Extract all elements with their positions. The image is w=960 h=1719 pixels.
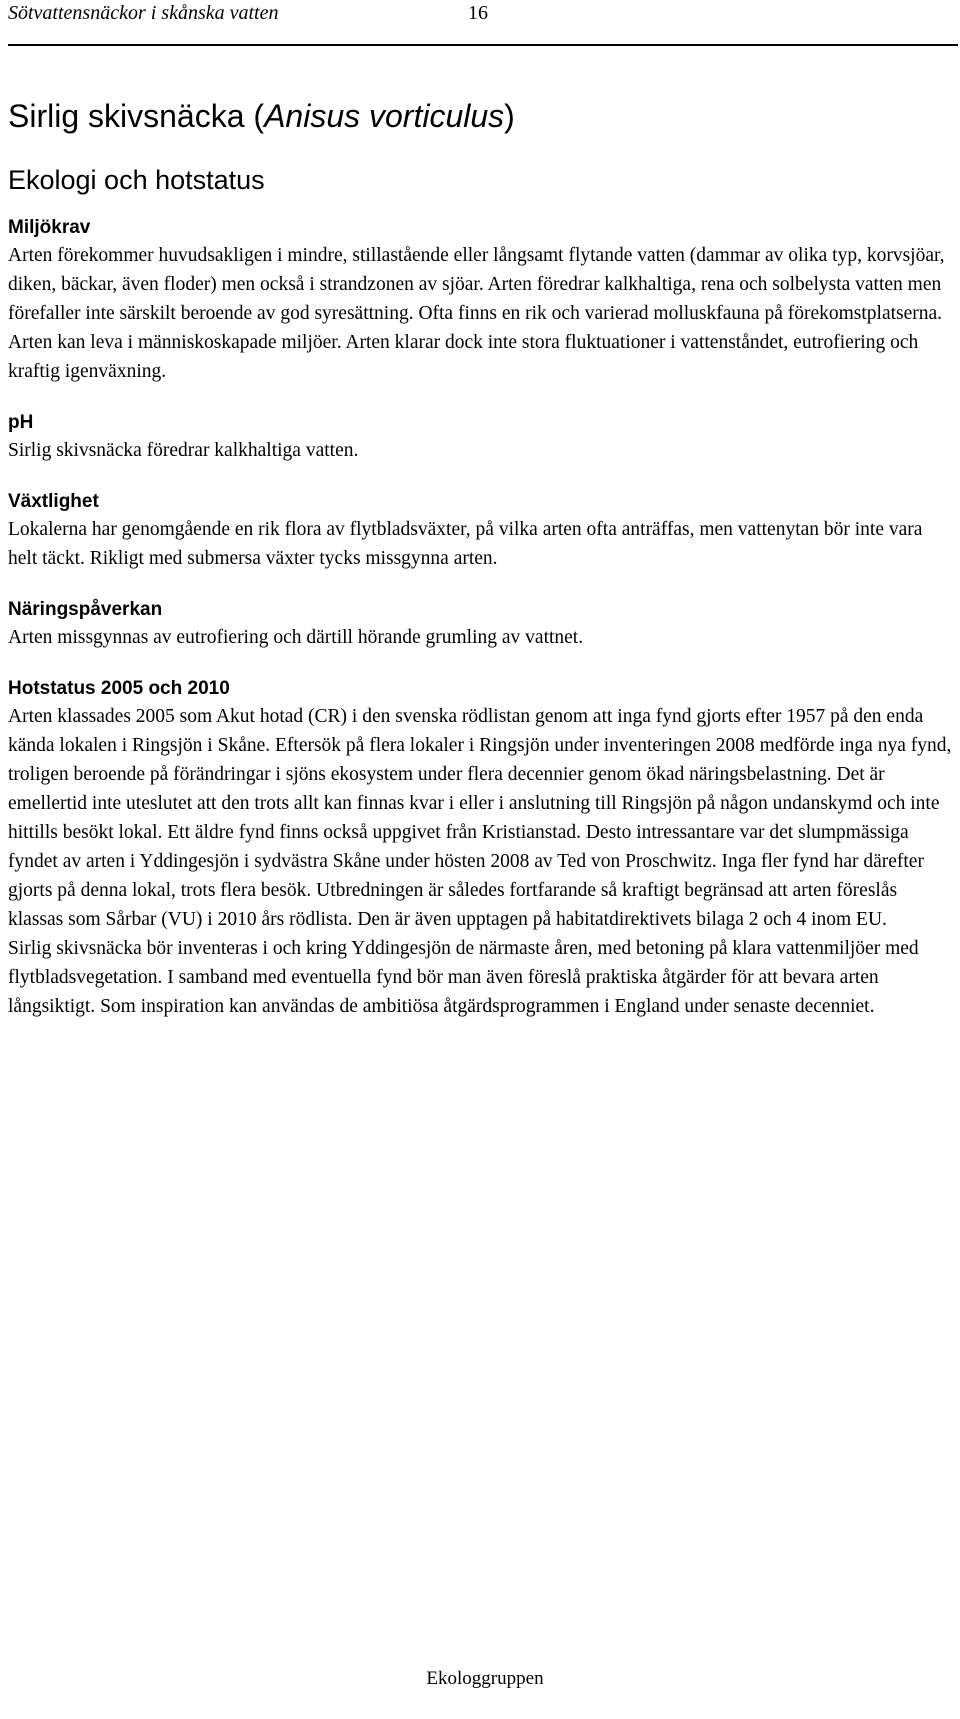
hotstatus-paragraph-2: Sirlig skivsnäcka bör inventeras i och kring Yddingesjön de närmaste åren, med betoning på klara vattenmiljöer med flytbladsvegetation. I samband med eventuella fynd bör man även föreslå praktiska åtgärder för att bevara arten långsiktigt. Som inspiration kan användas de ambitiösa åtgärdsprogrammen i England under senaste decenniet. [8,938,919,1017]
running-title: Sötvattensnäckor i skånska vatten [8,2,279,24]
section-miljokrav [8,215,953,386]
vaxtlighet-heading: Växtlighet [8,491,99,512]
ph-heading: pH [8,412,34,433]
document-title [8,96,953,136]
section-ph [8,410,953,465]
miljokrav-text: Arten förekommer huvudsakligen i mindre, stillastående eller långsamt flytande vatten (dammar av olika typ, korvsjöar, diken, bäckar, även floder) men också i strandzonen av sjöar. Arten föredrar kalkhaltiga, rena och solbelysta vatten men förefaller inte särskilt beroende av god syresättning. Ofta finns en rik och varierad molluskfauna på förekomstplatserna. Arten kan leva i människoskapade miljöer. Arten klarar dock inte stora fluktuationer i vattenståndet, eutrofiering och kraftig igenväxning. [8,245,945,382]
section-vaxtlighet [8,489,953,573]
page-header [8,2,958,46]
naringspaverkan-heading: Näringspåverkan [8,599,163,620]
vaxtlighet-text: Lokalerna har genomgående en rik flora av flytbladsväxter, på vilka arten ofta anträffas, men vattenytan bör inte vara helt täckt. Rikligt med submersa växter tycks missgynna arten. [8,519,923,569]
hotstatus-paragraph-1: Arten klassades 2005 som Akut hotad (CR) i den svenska rödlistan genom att inga fynd gjorts efter 1957 på den enda kända lokalen i Ringsjön i Skåne. Eftersök på flera lokaler i Ringsjön under inventeringen 2008 medförde inga nya fynd, troligen beroende på förändringar i sjöns ekosystem under flera decennier genom ökad näringsbelastning. Det är emellertid inte uteslutet att den trots allt kan finnas kvar i eller i anslutning till Ringsjön på någon undanskymd och inte hittills besökt lokal. Ett äldre fynd finns också uppgivet från Kristianstad. Desto intressantare var det slumpmässiga fyndet av arten i Yddingesjön i sydvästra Skåne under hösten 2008 av Ted von Proschwitz. Inga fler fynd har därefter gjorts på denna lokal, trots flera besök. Utbredningen är således fortfarande så kraftigt begränsad att arten föreslås klassas som Sårbar (VU) i 2010 års rödlista. Den är även upptagen på habitatdirektivets bilaga 2 och 4 inom EU. [8,706,952,930]
section-title: Ekologi och hotstatus [8,165,265,195]
section-hotstatus [8,676,953,1021]
title-prefix: Sirlig skivsnäcka ( [8,98,265,134]
naringspaverkan-text: Arten missgynnas av eutrofiering och därtill hörande grumling av vattnet. [8,627,584,648]
title-suffix: ) [504,98,515,134]
miljokrav-heading: Miljökrav [8,217,91,238]
hotstatus-heading: Hotstatus 2005 och 2010 [8,678,230,699]
ph-text: Sirlig skivsnäcka föredrar kalkhaltiga vatten. [8,440,359,461]
page-footer: Ekologgruppen [426,1668,544,1689]
page-content [8,96,953,1021]
page-number: 16 [468,2,488,24]
section-naringspaverkan [8,597,953,652]
title-latin-name: Anisus vorticulus [264,98,505,134]
